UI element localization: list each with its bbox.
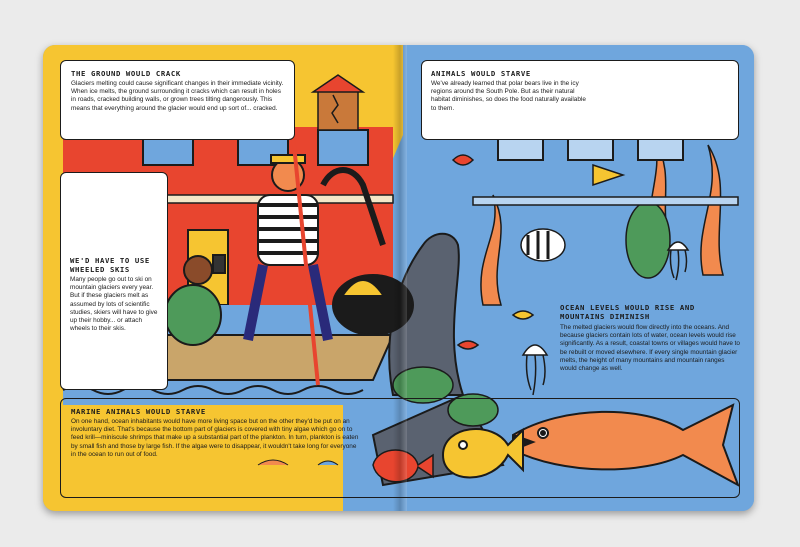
ground-heading: THE GROUND WOULD CRACK (71, 69, 181, 78)
marine-heading: MARINE ANIMALS WOULD STARVE (71, 407, 206, 416)
ground-body: Glaciers melting could cause significant changes in their immediate vicinity. When ice melts, the ground surrounding it cracks which can result in holes in roads, cracked building walls, or grown trees tilting dangerously. This means that everything around the glacier would end up sort of... cracked. (71, 80, 284, 112)
marine-starve-box (60, 398, 740, 498)
animals-starve-box (421, 60, 739, 140)
ocean-heading: OCEAN LEVELS WOULD RISE AND MOUNTAINS DIMINISH (560, 303, 695, 321)
ocean-levels-box (560, 303, 740, 413)
wheeled-skis-box (60, 172, 168, 390)
skis-body: Many people go out to ski on mountain glaciers every year. But if these glaciers melt as assumed by lots of scientific studies, skiers will have to give up their hobby... or attach wheels to their skis. (70, 276, 158, 333)
marine-body: On one hand, ocean inhabitants would have more living space but on the other they'd be put on an involuntary diet. That's because the bottom part of glaciers is covered with tiny algae which go on to feed krill—miniscule shrimps that make up a substantial part of the plankton. In turn, plankton is eaten by small fish and those by large fish. If the algae were to disappear, it wouldn't take long for everyone in the ocean to run out of food. (71, 418, 359, 458)
animals-heading: ANIMALS WOULD STARVE (431, 69, 531, 78)
ground-crack-box (60, 60, 295, 140)
aquarium-rail (473, 197, 738, 205)
skis-heading: WE'D HAVE TO USE WHEELED SKIS (70, 256, 150, 274)
book-spread (43, 45, 754, 511)
ocean-body: The melted glaciers would flow directly into the oceans. And because glaciers contain lots of water, ocean levels would rise significantly. As a result, coastal towns or villages would have to be rebuilt or moved elsewhere. If every single mountain glacier melts, the height of many mountains and mountain ranges would change as well. (560, 324, 740, 373)
animals-body: We've already learned that polar bears live in the icy regions around the South Pole. But as their natural habitat diminishes, so does the food naturally available to them. (431, 80, 586, 112)
